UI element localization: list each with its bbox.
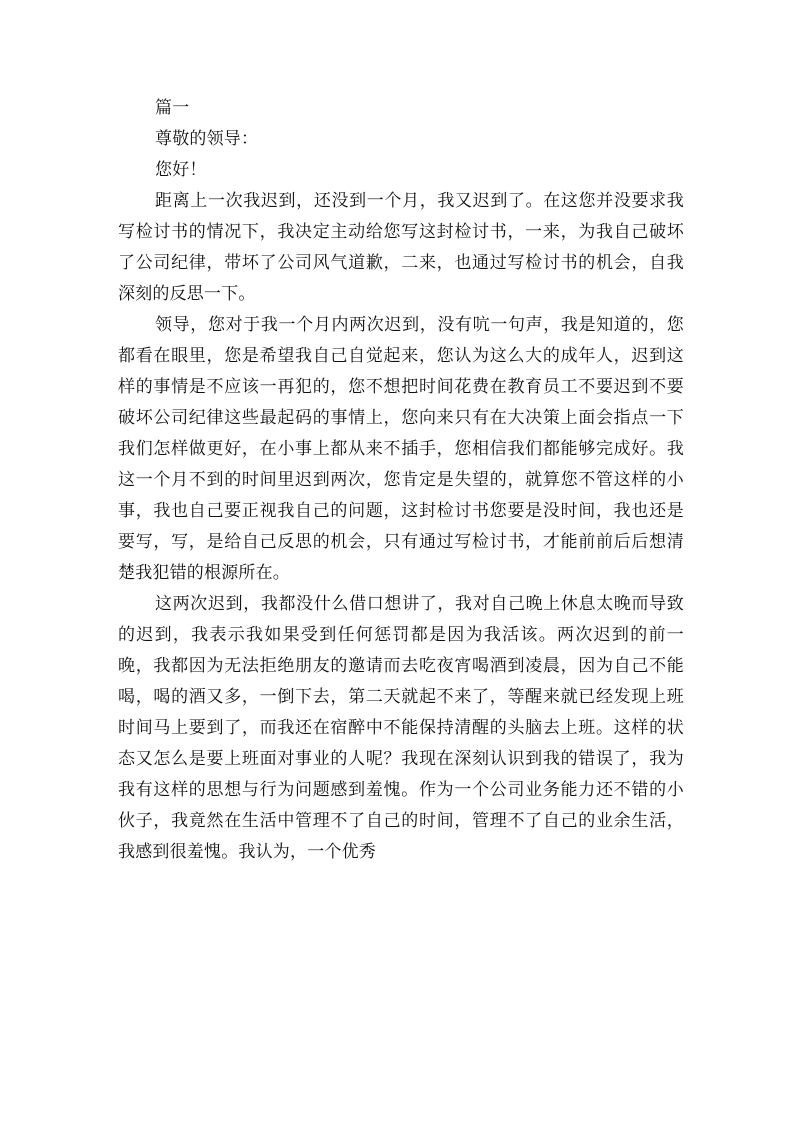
document-body	[118, 93, 684, 868]
salutation: 尊敬的领导：	[155, 129, 259, 149]
paragraph-1: 距离上一次我迟到，还没到一个月，我又迟到了。在这您并没要求我写检讨书的情况下，我决定主动给您写这封检讨书，一来，为我自己破坏了公司纪律，带坏了公司风气道歉，二来，也通过写检讨书的机会，自我深刻的反思一下。	[118, 191, 684, 304]
greeting: 您好！	[155, 160, 207, 180]
paragraph-2: 领导，您对于我一个月内两次迟到，没有吭一句声，我是知道的，您都看在眼里，您是希望我自己自觉起来，您认为这么大的成年人，迟到这样的事情是不应该一再犯的，您不想把时间花费在教育员工不要迟到不要破坏公司纪律这些最起码的事情上，您向来只有在大决策上面会指点一下我们怎样做更好，在小事上都从来不插手，您相信我们都能够完成好。我这一个月不到的时间里迟到两次，您肯定是失望的，就算您不管这样的小事，我也自己要正视我自己的问题，这封检讨书您要是没时间，我也还是要写，写，是给自己反思的机会，只有通过写检讨书，才能前前后后想清楚我犯错的根源所在。	[118, 315, 684, 583]
document-heading: 篇一	[155, 98, 190, 118]
paragraph-3: 这两次迟到，我都没什么借口想讲了，我对自己晚上休息太晚而导致的迟到，我表示我如果受到任何惩罚都是因为我活该。两次迟到的前一晚，我都因为无法拒绝朋友的邀请而去吃夜宵喝酒到凌晨，因为自己不能喝，喝的酒又多，一倒下去，第二天就起不来了，等醒来就已经发现上班时间马上要到了，而我还在宿醉中不能保持清醒的头脑去上班。这样的状态又怎么是要上班面对事业的人呢？我现在深刻认识到我的错误了，我为我有这样的思想与行为问题感到羞愧。作为一个公司业务能力还不错的小伙子，我竟然在生活中管理不了自己的时间，管理不了自己的业余生活，我感到很羞愧。我认为，一个优秀	[118, 594, 684, 862]
